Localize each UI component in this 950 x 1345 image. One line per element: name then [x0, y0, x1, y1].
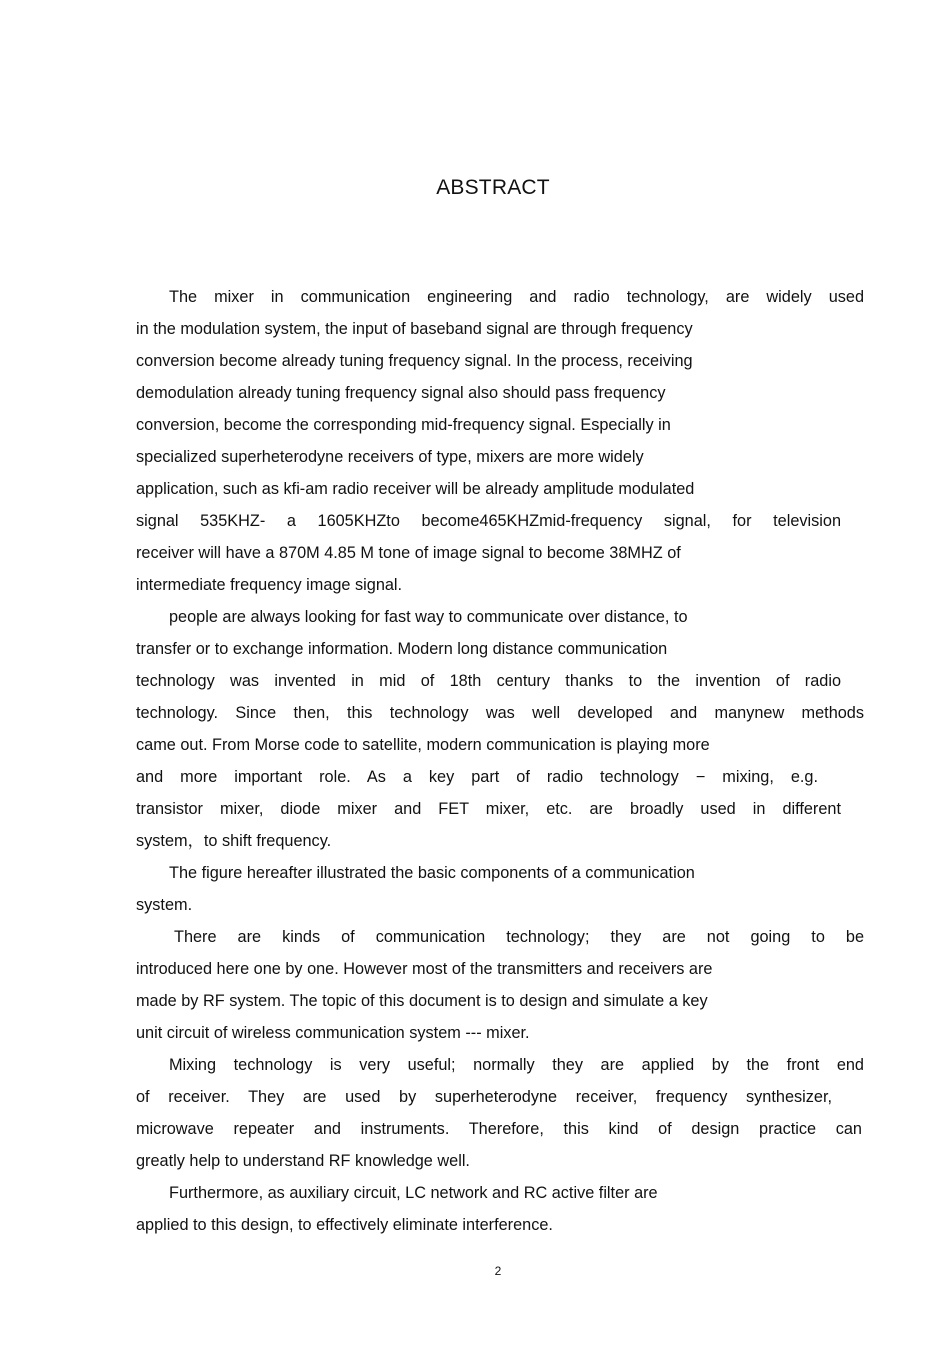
- text-line: technology. Since then, this technology was well developed and manynew methods: [136, 704, 864, 722]
- text-line: application, such as kfi-am radio receiver will be already amplitude modulated: [136, 480, 695, 498]
- text-line: demodulation already tuning frequency signal also should pass frequency: [136, 384, 666, 402]
- text-line: There are kinds of communication technology; they are not going to be: [174, 928, 864, 946]
- text-line: conversion become already tuning frequency signal. In the process, receiving: [136, 352, 693, 370]
- text-line: Furthermore, as auxiliary circuit, LC network and RC active filter are: [169, 1184, 658, 1202]
- page-number: 2: [494, 1264, 502, 1278]
- text-line: specialized superheterodyne receivers of type, mixers are more widely: [136, 448, 644, 466]
- text-line: system.: [136, 896, 193, 914]
- text-line: and more important role. As a key part of radio technology − mixing, e.g.: [136, 768, 818, 786]
- text-line: transfer or to exchange information. Modern long distance communication: [136, 640, 668, 658]
- text-line: intermediate frequency image signal.: [136, 576, 403, 594]
- abstract-body: [136, 281, 876, 1241]
- text-line: people are always looking for fast way to communicate over distance, to: [169, 608, 688, 626]
- text-line: Mixing technology is very useful; normally they are applied by the front end: [169, 1056, 864, 1074]
- text-line: The mixer in communication engineering and radio technology, are widely used: [169, 288, 864, 306]
- text-line: in the modulation system, the input of baseband signal are through frequency: [136, 320, 693, 338]
- text-line: transistor mixer, diode mixer and FET mixer, etc. are broadly used in different: [136, 800, 841, 818]
- text-line: made by RF system. The topic of this document is to design and simulate a key: [136, 992, 708, 1010]
- text-line: system，to shift frequency.: [136, 832, 332, 850]
- text-line: conversion, become the corresponding mid-frequency signal. Especially in: [136, 416, 671, 434]
- text-line: came out. From Morse code to satellite, modern communication is playing more: [136, 736, 710, 754]
- text-line: technology was invented in mid of 18th century thanks to the invention of radio: [136, 672, 841, 690]
- text-line: receiver will have a 870M 4.85 M tone of image signal to become 38MHZ of: [136, 544, 681, 562]
- text-line: signal 535KHZ- a 1605KHZto become465KHZmid-frequency signal, for television: [136, 512, 841, 530]
- text-line: The figure hereafter illustrated the basic components of a communication: [169, 864, 695, 882]
- text-line: greatly help to understand RF knowledge well.: [136, 1152, 470, 1170]
- text-line: unit circuit of wireless communication system --- mixer.: [136, 1024, 530, 1042]
- text-line: microwave repeater and instruments. Therefore, this kind of design practice can: [136, 1120, 862, 1138]
- text-line: of receiver. They are used by superheterodyne receiver, frequency synthesizer,: [136, 1088, 832, 1106]
- page-title: ABSTRACT: [436, 176, 550, 199]
- text-line: introduced here one by one. However most of the transmitters and receivers are: [136, 960, 713, 978]
- text-line: applied to this design, to effectively eliminate interference.: [136, 1216, 553, 1234]
